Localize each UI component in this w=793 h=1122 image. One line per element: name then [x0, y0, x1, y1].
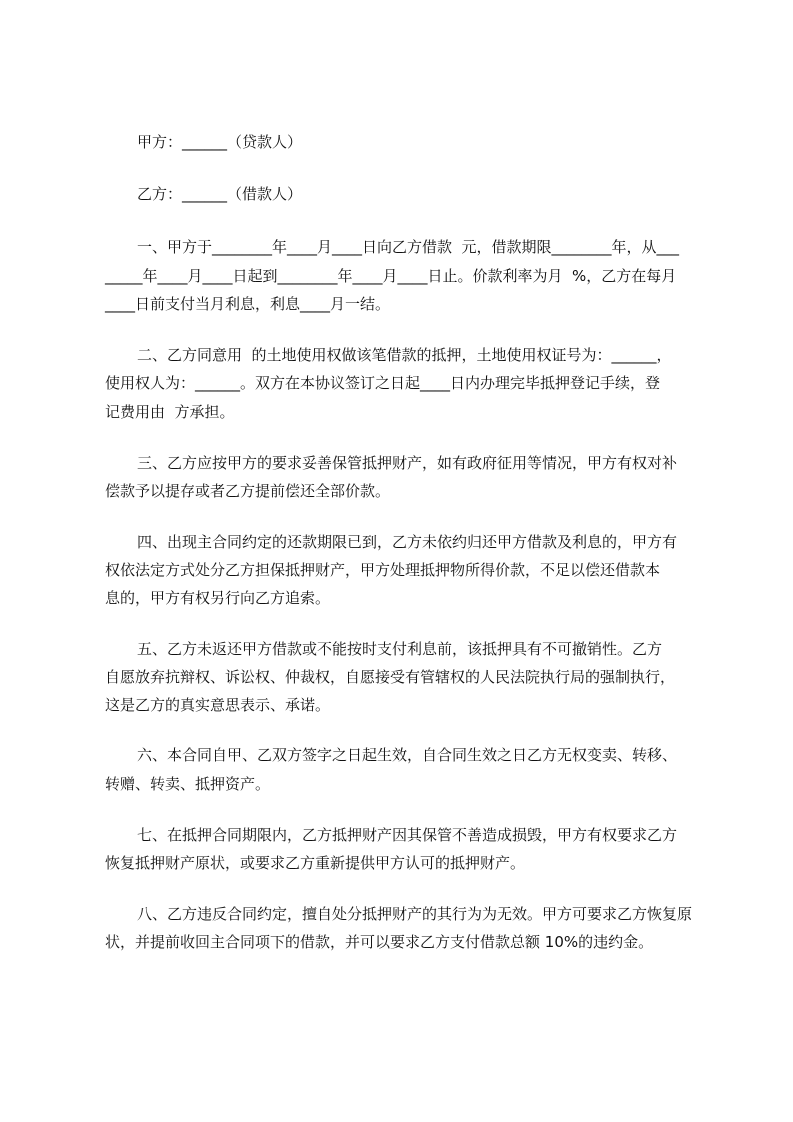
- clause-4-line-1: 四、出现主合同约定的还款期限已到，乙方未依约归还甲方借款及利息的，甲方有: [137, 533, 678, 551]
- clause-6-line-2: 转赠、转卖、抵押资产。: [105, 775, 271, 793]
- clause-1-line-2: _____年____月____日起到________年____月____日止。价款利率为月 %，乙方在每月: [105, 267, 677, 285]
- clause-6-line-1: 六、本合同自甲、乙双方签字之日起生效，自合同生效之日乙方无权变卖、转移、: [137, 746, 678, 764]
- clause-3-line-1: 三、乙方应按甲方的要求妥善保管抵押财产，如有政府征用等情况，甲方有权对补: [137, 454, 678, 472]
- clause-2-line-1: 二、乙方同意用 的土地使用权做该笔借款的抵押，土地使用权证号为：______，: [137, 346, 672, 364]
- clause-1-line-1: 一、甲方于________年____月____日向乙方借款 元，借款期限________年，从___: [137, 238, 680, 256]
- clause-8-line-2: 状，并提前收回主合同项下的借款，并可以要求乙方支付借款总额 10%的违约金。: [105, 933, 654, 951]
- clause-5-line-2: 自愿放弃抗辩权、诉讼权、仲裁权，自愿接受有管辖权的人民法院执行局的强制执行，: [105, 668, 676, 686]
- clause-3-line-2: 偿款予以提存或者乙方提前偿还全部价款。: [105, 482, 391, 500]
- clause-4-line-3: 息的，甲方有权另行向乙方追索。: [105, 589, 331, 607]
- party-b-line: 乙方：______（借款人）: [137, 185, 303, 203]
- clause-7-line-2: 恢复抵押财产原状，或要求乙方重新提供甲方认可的抵押财产。: [105, 854, 526, 872]
- clause-5-line-3: 这是乙方的真实意思表示、承诺。: [105, 696, 331, 714]
- clause-2-line-3: 记费用由 方承担。: [105, 403, 235, 421]
- clause-7-line-1: 七、在抵押合同期限内，乙方抵押财产因其保管不善造成损毁，甲方有权要求乙方: [137, 826, 678, 844]
- clause-4-line-2: 权依法定方式处分乙方担保抵押财产，甲方处理抵押物所得价款，不足以偿还借款本: [105, 561, 661, 579]
- party-a-line: 甲方：______（贷款人）: [137, 133, 303, 151]
- clause-2-line-2: 使用权人为：______。双方在本协议签订之日起____日内办理完毕抵押登记手续，登: [105, 374, 661, 392]
- clause-5-line-1: 五、乙方未返还甲方借款或不能按时支付利息前，该抵押具有不可撤销性。乙方: [137, 640, 663, 658]
- clause-8-line-1: 八、乙方违反合同约定，擅自处分抵押财产的其行为为无效。甲方可要求乙方恢复原: [137, 905, 693, 923]
- clause-1-line-3: ____日前支付当月利息，利息____月一结。: [105, 295, 391, 313]
